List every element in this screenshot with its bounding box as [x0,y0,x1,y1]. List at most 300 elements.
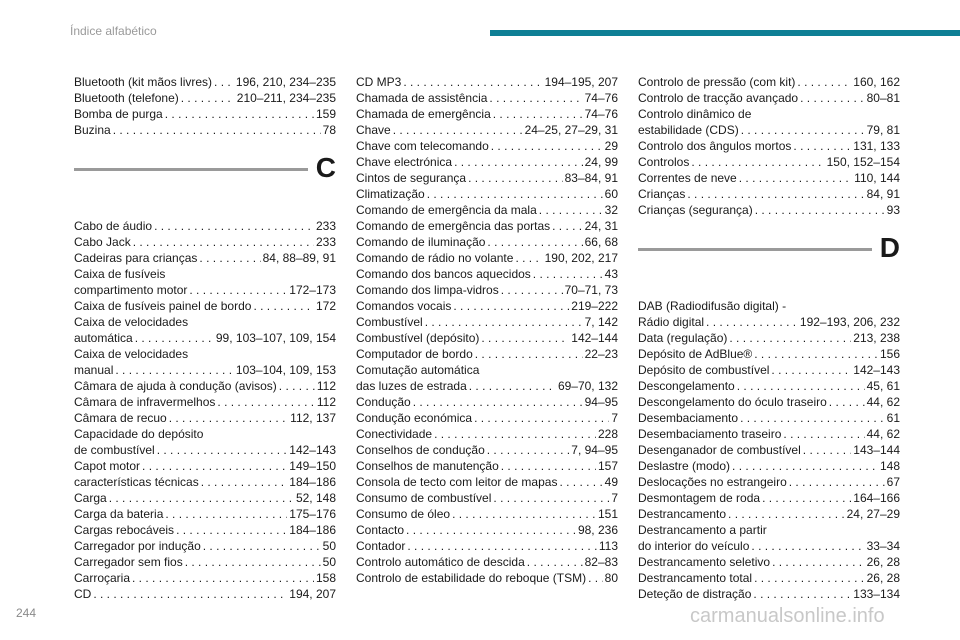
dot-leader [533,266,603,282]
index-term: Comando dos limpa-vidros [356,283,499,297]
dot-leader [740,410,885,426]
dot-leader [755,202,885,218]
index-pages: 84, 91 [866,187,900,201]
index-entry-line [74,122,336,138]
index-entry-line [638,410,900,426]
dot-leader [169,410,288,426]
section-letter: D [879,232,900,263]
index-entry-line [356,442,618,458]
index-pages: 164–166 [853,491,900,505]
dot-leader [706,314,798,330]
index-pages: 175–176 [289,507,336,521]
index-entry-line [638,378,900,394]
section-spacer [74,200,336,218]
index-pages: 192–193, 206, 232 [799,315,900,329]
index-term: Bluetooth (telefone) [74,91,179,105]
index-entry [638,138,900,154]
index-entry-line [638,74,900,90]
index-entry-line [638,314,900,330]
index-pages: 112, 137 [290,411,336,425]
index-entry [356,490,618,506]
index-term: Controlo de estabilidade do reboque (TSM) [356,571,587,585]
index-pages: 24, 99 [584,155,618,169]
dot-leader [393,122,523,138]
index-entry [356,394,618,410]
index-entry-line [356,410,618,426]
index-pages: 172–173 [289,283,336,297]
index-entry [638,474,900,490]
dot-leader [154,218,314,234]
index-term: Correntes de neve [638,171,737,185]
index-entry [356,154,618,170]
index-entry [74,314,336,346]
index-entry-line [74,506,336,522]
index-entry-line [356,282,618,298]
index-pages: 233 [315,219,336,233]
index-entry-line [74,410,336,426]
index-entry [74,570,336,586]
index-entry-line [74,298,336,314]
dot-leader [754,346,878,362]
index-entry-line [638,586,900,602]
index-entry-line [638,346,900,362]
index-column-3 [638,74,900,602]
dot-leader [491,138,603,154]
index-entry-line [356,458,618,474]
index-entry [638,394,900,410]
index-term: Bluetooth (kit mãos livres) [74,75,213,89]
index-pages: 7 [611,491,618,505]
index-entry [74,394,336,410]
index-pages: 99, 103–107, 109, 154 [215,331,336,345]
index-pages: 24, 27–29 [846,507,900,521]
index-entry-line [356,218,618,234]
index-pages: 151 [597,507,618,521]
index-entry-line [74,538,336,554]
index-entry [74,538,336,554]
index-term: Combustível (depósito) [356,331,480,345]
dot-leader [539,202,603,218]
index-pages: 67 [886,475,900,489]
index-term: características técnicas [74,475,199,489]
index-term: Conselhos de manutenção [356,459,499,473]
index-entry-line [356,250,618,266]
dot-leader [406,522,576,538]
index-term: Depósito de combustível [638,363,770,377]
index-pages: 7, 94–95 [571,443,618,457]
dot-leader [691,154,824,170]
index-term: Desmontagem de roda [638,491,761,505]
index-entry [356,458,618,474]
index-entry [638,522,900,554]
index-term: do interior do veículo [638,539,750,553]
index-entry-line [356,138,618,154]
index-pages: 219–222 [571,299,618,313]
index-entry [638,490,900,506]
index-term: Comando de iluminação [356,235,486,249]
index-entry [356,474,618,490]
header-accent-bar [490,30,960,36]
index-entry [356,106,618,122]
index-entry-line [356,154,618,170]
index-entry-line [638,138,900,154]
dot-leader [754,570,865,586]
index-entry-prefix: Caixa de velocidades [74,347,189,361]
index-term: CD [74,587,92,601]
index-pages: 79, 81 [866,123,900,137]
index-term: Controlo dos ângulos mortos [638,139,792,153]
index-term: Bomba de purga [74,107,163,121]
index-pages: 43 [604,267,618,281]
index-pages: 113 [598,539,618,553]
index-entry-line [356,170,618,186]
index-entry-line [638,154,900,170]
index-entry-line [74,394,336,410]
index-entry [638,458,900,474]
index-entry [356,250,618,266]
index-pages: 94–95 [584,395,618,409]
index-entry-line [638,506,900,522]
index-entry [638,186,900,202]
index-term: Combustível [356,315,423,329]
index-entry [638,362,900,378]
index-pages: 7 [611,411,618,425]
index-entry-line [356,538,618,554]
index-entry [74,474,336,490]
index-entry-line [74,522,336,538]
dot-leader [135,330,214,346]
index-entry [356,538,618,554]
index-entry [74,586,336,602]
dot-leader [501,458,596,474]
index-term: Consumo de óleo [356,507,451,521]
index-entry-line [356,74,618,90]
index-pages: 160, 162 [853,75,900,89]
index-entry-line [356,266,618,282]
index-entry-prefix: Caixa de fusíveis [74,267,166,281]
index-term: Capot motor [74,459,141,473]
dot-leader [559,474,602,490]
dot-leader [797,74,851,90]
dot-leader [552,218,583,234]
index-entry-line [638,538,900,554]
index-term: das luzes de estrada [356,379,467,393]
section-header [638,218,900,280]
index-entry [638,570,900,586]
dot-leader [176,522,287,538]
index-entry [356,570,618,586]
index-term: manual [74,363,114,377]
dot-leader [165,506,287,522]
index-entry-line [638,330,900,346]
index-pages: 32 [604,203,618,217]
dot-leader [165,106,314,122]
index-pages: 60 [604,187,618,201]
index-pages: 233 [315,235,336,249]
dot-leader [487,442,570,458]
index-entry-line [356,506,618,522]
index-entry-line [356,346,618,362]
dot-leader [687,186,864,202]
index-term: Desembaciamento [638,411,739,425]
index-term: Depósito de AdBlue® [638,347,753,361]
index-term: Câmara de recuo [74,411,167,425]
index-entry-line [74,378,336,394]
index-entry [74,106,336,122]
index-entry [74,410,336,426]
index-pages: 78 [322,123,336,137]
index-entry [356,410,618,426]
index-term: Data (regulação) [638,331,728,345]
index-term: Comando de emergência das portas [356,219,551,233]
index-entry-line [356,234,618,250]
index-entry-line [356,474,618,490]
index-term: Climatização [356,187,425,201]
dot-leader [789,474,885,490]
index-pages: 80–81 [866,91,900,105]
dot-leader [753,586,851,602]
index-entry-line [356,298,618,314]
index-term: Comando de rádio no volante [356,251,514,265]
index-entry [356,74,618,90]
index-term: Descongelamento [638,379,735,393]
dot-leader [729,330,851,346]
index-entry-line [74,362,336,378]
index-pages: 172 [315,299,336,313]
dot-leader [181,90,235,106]
index-entry [356,362,618,394]
dot-leader [157,442,288,458]
index-pages: 228 [597,427,618,441]
index-term: Carga [74,491,107,505]
index-entry [356,506,618,522]
section-divider [638,248,872,251]
index-entry-line [638,90,900,106]
index-term: CD MP3 [356,75,402,89]
index-entry [356,426,618,442]
dot-leader [527,554,583,570]
index-entry-line [74,106,336,122]
index-pages: 143–144 [853,443,900,457]
index-pages: 142–144 [571,331,618,345]
dot-leader [403,74,542,90]
index-term: Câmara de infravermelhos [74,395,216,409]
index-entry [356,522,618,538]
index-entry-line [74,74,336,90]
index-term: Cargas rebocáveis [74,523,175,537]
index-entry-line [638,554,900,570]
dot-leader [413,394,583,410]
header-title: Índice alfabético [70,24,157,38]
index-entry-line [74,282,336,298]
index-entry [74,74,336,90]
index-pages: 74–76 [584,91,618,105]
index-term: Rádio digital [638,315,705,329]
index-entry-line [74,570,336,586]
index-pages: 194–195, 207 [544,75,618,89]
dot-leader [93,586,287,602]
index-term: Controlo automático de descida [356,555,525,569]
index-term: de combustível [74,443,155,457]
index-term: Chamada de emergência [356,107,491,121]
index-pages: 61 [886,411,900,425]
index-term: Contacto [356,523,405,537]
index-pages: 84, 88–89, 91 [262,251,336,265]
dot-leader [434,426,596,442]
index-entry-line [638,490,900,506]
dot-leader [588,570,603,586]
section-divider [74,168,308,171]
index-entry-line [638,394,900,410]
index-pages: 148 [879,459,900,473]
dot-leader [201,474,288,490]
index-term: Destrancamento seletivo [638,555,771,569]
dot-leader [751,538,864,554]
index-entry [74,266,336,298]
index-pages: 45, 61 [866,379,900,393]
index-term: Buzina [74,123,111,137]
index-entry-prefix: Controlo dinâmico de [638,107,752,121]
index-term: Desembaciamento traseiro [638,427,782,441]
index-term: Controlos [638,155,690,169]
index-pages: 69–70, 132 [557,379,618,393]
index-entry [638,170,900,186]
dot-leader [453,298,569,314]
index-entry [356,138,618,154]
index-term: Cabo Jack [74,235,131,249]
index-pages: 133–134 [853,587,900,601]
index-pages: 196, 210, 234–235 [235,75,336,89]
index-entry-line [356,554,618,570]
index-pages: 44, 62 [866,427,900,441]
index-entry-line [638,458,900,474]
index-pages: 24, 31 [584,219,618,233]
index-entry [638,442,900,458]
index-term: Cintos de segurança [356,171,467,185]
index-entry [74,506,336,522]
dot-leader [469,378,556,394]
index-pages: 33–34 [866,539,900,553]
dot-leader [741,122,865,138]
dot-leader [771,362,851,378]
watermark: carmanualsonline.info [690,605,885,627]
dot-leader [109,490,294,506]
index-entry-prefix: Comutação automática [356,363,480,377]
index-entry-line [356,378,618,394]
index-pages: 150, 152–154 [826,155,900,169]
index-entry-line [356,330,618,346]
index-pages: 112 [316,395,336,409]
dot-leader [829,394,865,410]
index-term: Descongelamento do óculo traseiro [638,395,827,409]
index-entry-line [356,106,618,122]
index-entry [356,186,618,202]
index-entry-line [74,90,336,106]
index-entry [638,106,900,138]
dot-leader [475,346,583,362]
dot-leader [732,458,878,474]
index-entry [74,298,336,314]
index-entry [356,234,618,250]
dot-leader [474,410,609,426]
index-entry [638,74,900,90]
index-term: Controlo de pressão (com kit) [638,75,796,89]
index-pages: 24–25, 27–29, 31 [524,123,618,137]
index-term: Chave [356,123,391,137]
index-pages: 70–71, 73 [564,283,618,297]
index-entry [356,202,618,218]
index-term: Contador [356,539,406,553]
index-term: estabilidade (CDS) [638,123,739,137]
index-term: Crianças (segurança) [638,203,753,217]
index-entry [356,554,618,570]
index-entry [74,122,336,138]
index-term: compartimento motor [74,283,188,297]
index-entry [638,346,900,362]
index-entry-line [74,234,336,250]
dot-leader [515,250,542,266]
index-entry-line [356,186,618,202]
index-entry [638,378,900,394]
index-pages: 50 [322,555,336,569]
index-term: Caixa de fusíveis painel de bordo [74,299,252,313]
index-term: Condução [356,395,411,409]
index-entry-line [638,426,900,442]
index-pages: 103–104, 109, 153 [235,363,336,377]
index-pages: 194, 207 [289,587,336,601]
index-pages: 210–211, 234–235 [236,91,336,105]
index-entry [74,458,336,474]
index-pages: 66, 68 [584,235,618,249]
dot-leader [199,250,260,266]
dot-leader [803,442,852,458]
index-pages: 156 [879,347,900,361]
index-entry [74,426,336,458]
index-entry-line [74,330,336,346]
index-entry-line [638,362,900,378]
dot-leader [425,314,583,330]
index-term: Deslastre (modo) [638,459,731,473]
dot-leader [185,554,321,570]
dot-leader [217,394,314,410]
dot-leader [189,282,287,298]
index-pages: 190, 202, 217 [544,251,618,265]
index-pages: 26, 28 [866,571,900,585]
index-term: Cadeiras para crianças [74,251,198,265]
index-entry [74,346,336,378]
index-pages: 98, 236 [577,523,618,537]
index-pages: 83–84, 91 [564,171,618,185]
dot-leader [783,426,864,442]
dot-leader [493,490,609,506]
dot-leader [214,74,234,90]
dot-leader [487,234,582,250]
index-pages: 49 [604,475,618,489]
dot-leader [407,538,596,554]
index-term: Carga da bateria [74,507,164,521]
index-entry-prefix: DAB (Radiodifusão digital) - [638,299,787,313]
index-entry [356,266,618,282]
index-term: Conectividade [356,427,433,441]
index-term: Câmara de ajuda à condução (avisos) [74,379,277,393]
index-term: Condução económica [356,411,473,425]
index-term: Destrancamento total [638,571,753,585]
index-term: Carroçaria [74,571,131,585]
dot-leader [468,170,563,186]
dot-leader [489,90,582,106]
index-entry [356,122,618,138]
index-entry [638,298,900,330]
